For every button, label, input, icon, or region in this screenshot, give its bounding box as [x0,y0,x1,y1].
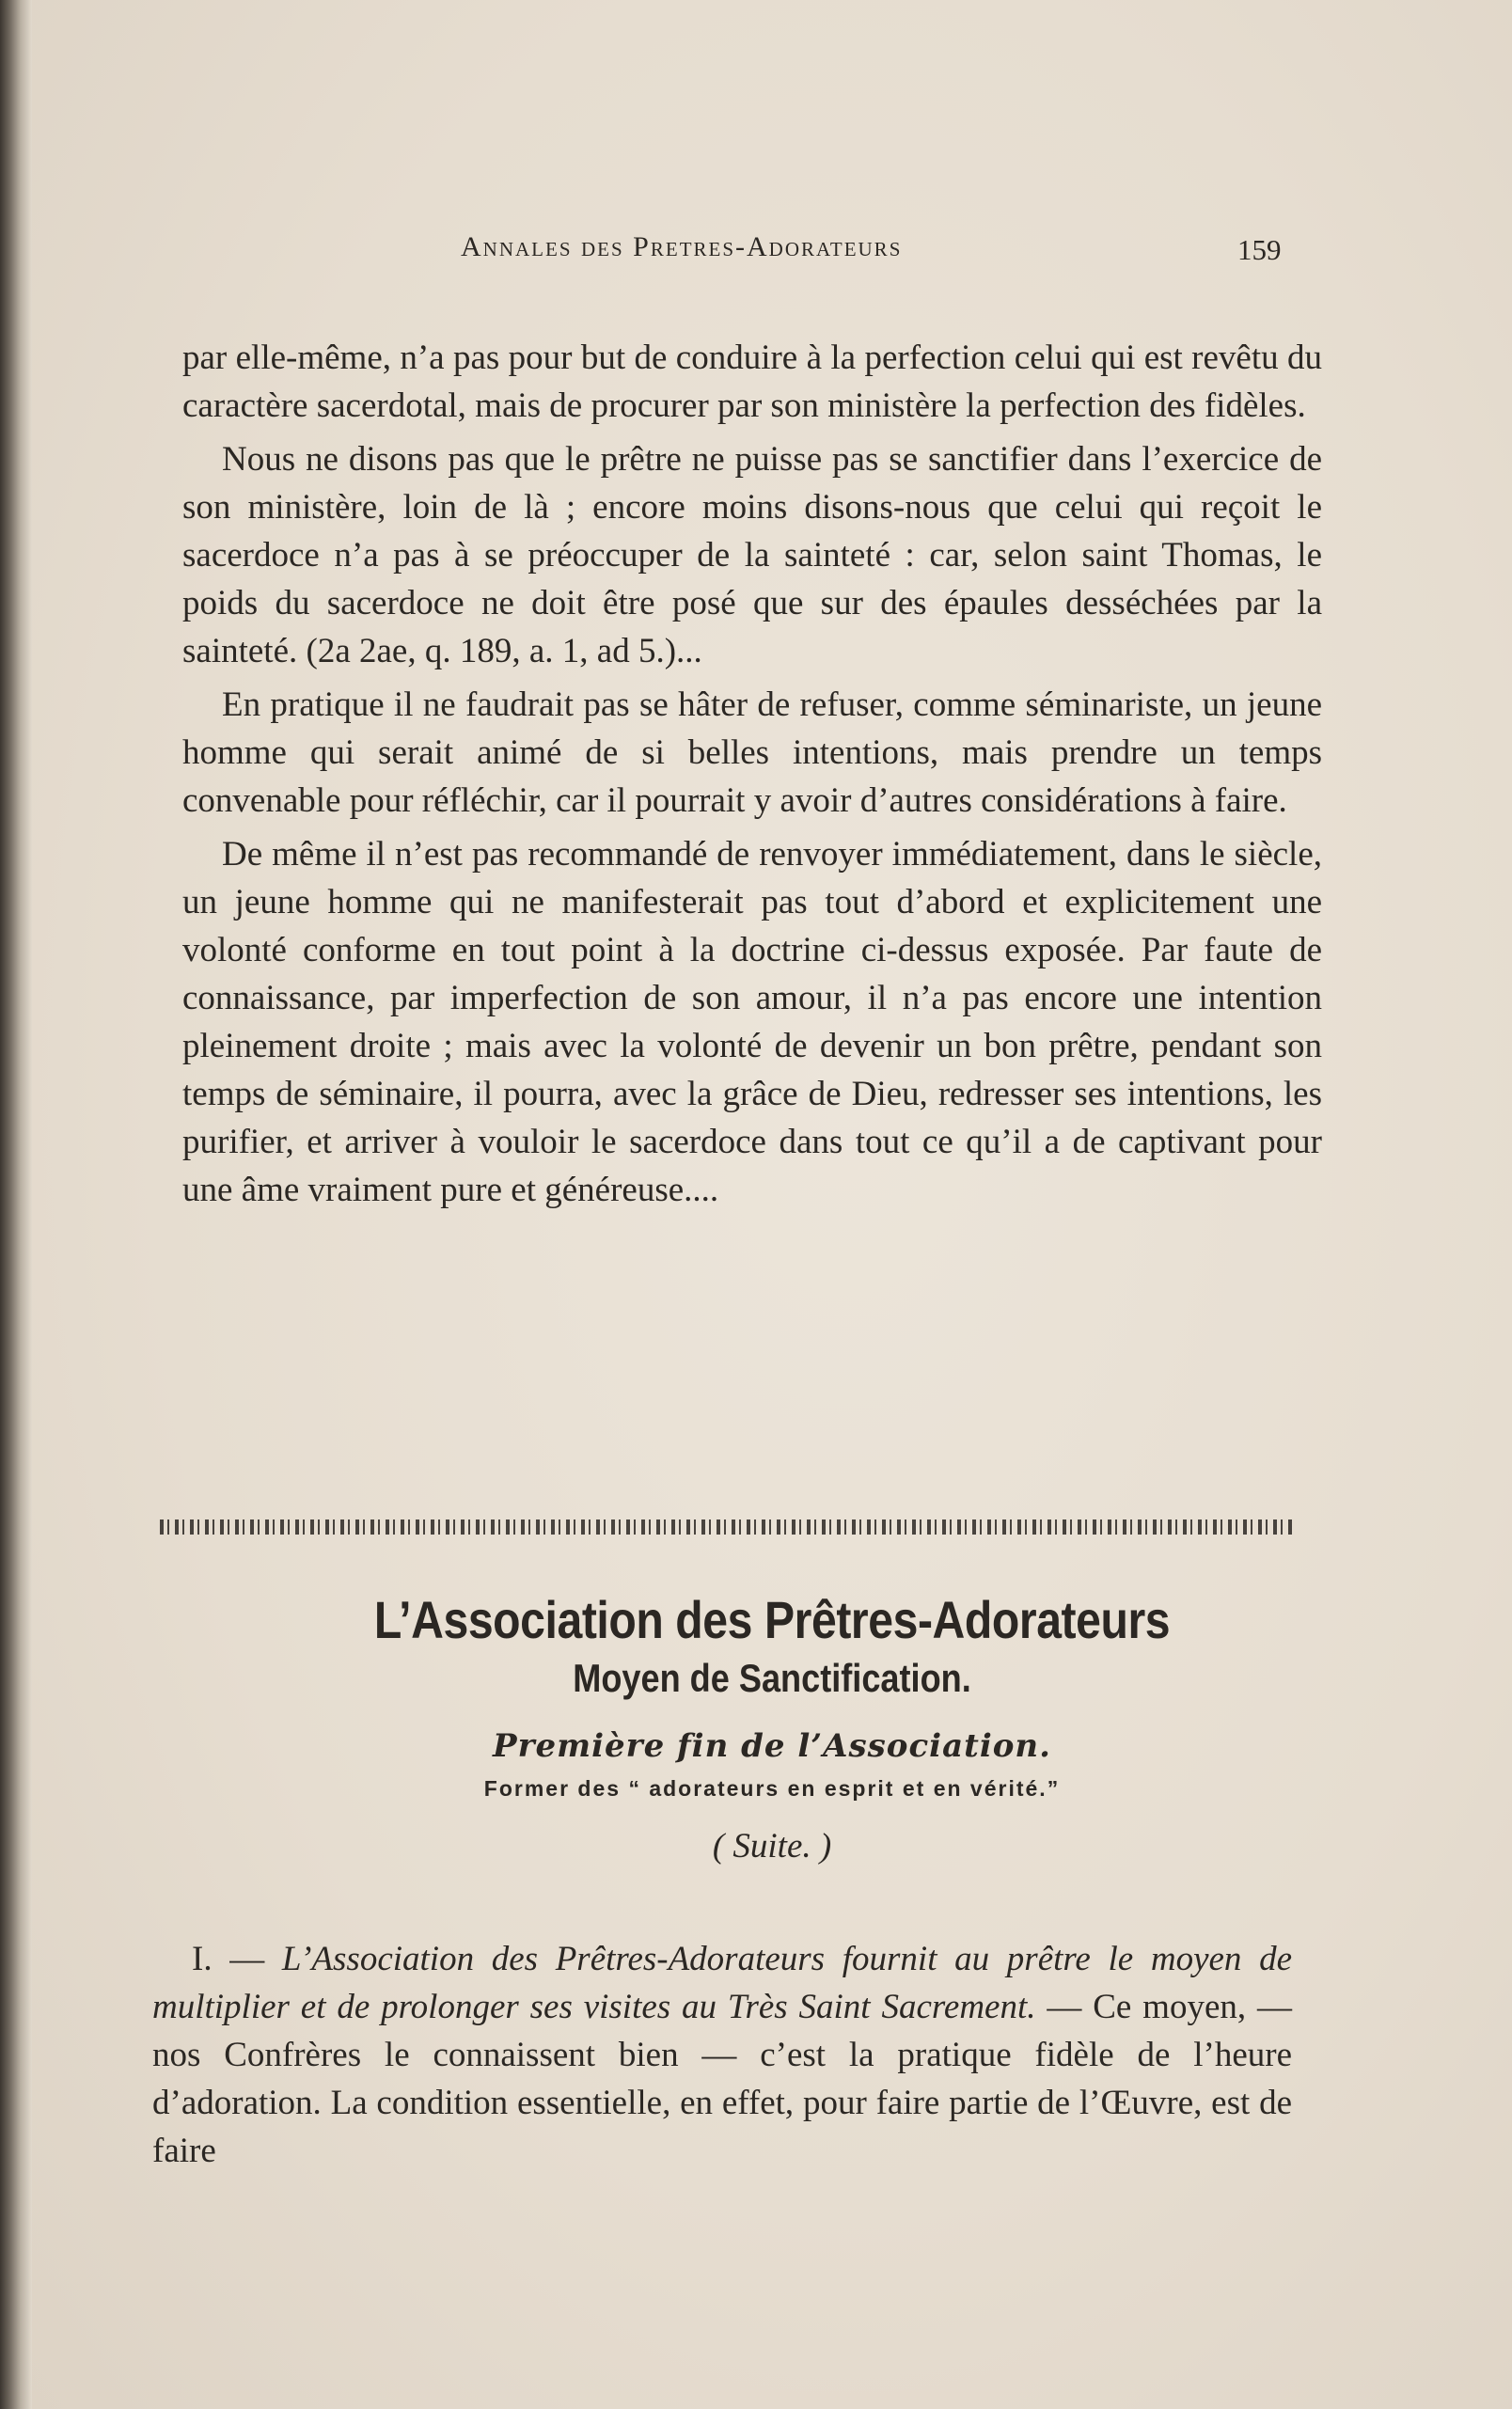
paragraph-body: — Ce moyen, — nos Confrères le connaissent bien — c’est la pratique fidèle de l’heure d’adoration. La condition essentielle, en effet, pour faire partie de l’Œuvre, est de faire [152,1988,1292,2170]
paragraph-number: I. — [192,1940,265,1978]
paragraph-1: par elle-même, n’a pas pour but de conduire à la perfection celui qui est revêtu du caractère sacerdotal, mais de procurer par son ministère la perfection des fidèles. [182,339,1322,425]
article-section [32,1589,1512,2170]
paragraph-4: De même il n’est pas recommandé de renvoyer immédiatement, dans le siècle, un jeune homme qui ne manifesterait pas tout d’abord et explicitement une volonté conforme en tout point à la doctrine ci-dessus exposée. Par faute de connaissance, par imperfection de son amour, il n’a pas encore une intention pleinement droite ; mais avec la volonté de devenir un bon prêtre, pendant son temps de séminaire, il pourra, avec la grâce de Dieu, redresser ses intentions, les purifier, et arriver à vouloir le sacerdoce dans tout ce qu’il a de captivant pour une âme vraiment pure et généreuse.... [182,835,1322,1209]
section-motto: Former des “ adorateurs en esprit et en vérité.” [483,1776,1061,1801]
article-subtitle: Moyen de Sanctification. [573,1656,971,1700]
article-title: L’Association des Prêtres-Adorateurs [373,1590,1171,1649]
page-number: 159 [1237,233,1282,266]
body-text [182,334,1322,1220]
book-spine-shadow [0,0,32,2409]
paragraph-2: Nous ne disons pas que le prêtre ne puisse pas se sanctifier dans l’exercice de son ministère, loin de là ; encore moins disons-nous que celui qui reçoit le sacerdoce n’a pas à se préoccuper de la sainteté : car, selon saint Thomas, le poids du sacerdoce ne doit être posé que sur des épaules desséchées par la sainteté. (2a 2ae, q. 189, a. 1, ad 5.)... [182,440,1322,670]
continuation-note: ( Suite. ) [712,1827,832,1866]
running-title: Annales des Pretres-Adorateurs [461,231,903,262]
section-heading: Première fin de l’Association. [493,1727,1051,1765]
paragraph-3: En pratique il ne faudrait pas se hâter de refuser, comme séminariste, un jeune homme qui serait animé de si belles intentions, mais prendre un temps convenable pour réfléchir, car il pourrait y avoir d’autres considérations à faire. [182,685,1322,820]
page-header [32,231,1512,269]
ornamental-rule [160,1519,1292,1535]
article-paragraph [152,1935,1292,2175]
paragraph-italic-lead: L’Association des Prêtres-Adorateurs fournit au prêtre le moyen de multiplier et de prolonger ses visites au Très Saint Sacrement. [152,1940,1292,2026]
book-page [32,0,1512,2409]
